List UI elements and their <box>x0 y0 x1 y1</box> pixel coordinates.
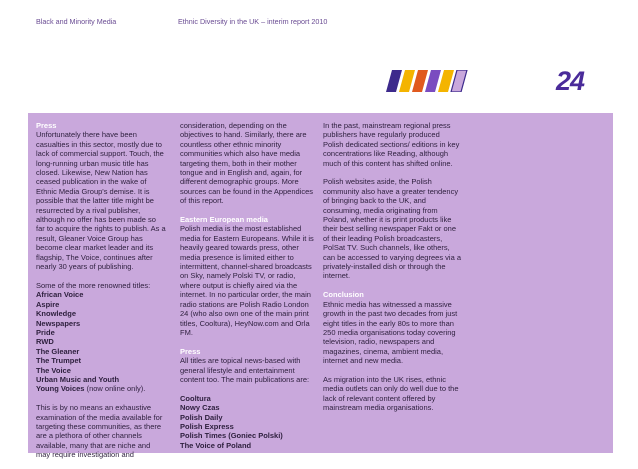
column-3 <box>323 121 461 422</box>
list-item: Aspire <box>36 299 60 309</box>
stripe <box>386 70 402 92</box>
section-heading-press: Press <box>180 346 201 356</box>
section-heading-conclusion: Conclusion <box>323 290 364 300</box>
paragraph: Polish websites aside, the Polish community also have a greater tendency of bringing back to the UK, and consuming, media originating from Poland, whether it is print products like their best selling newspaper Fakt or one of their leading Polish broadcasters, PolSat TV. Such channels, like others, can be accessed to varying degrees via a privately-installed dish or through the internet. <box>323 177 461 281</box>
paragraph: consideration, depending on the objectives to hand. Similarly, there are countless other ethnic minority communities which also have media targeting them, both in their mother tongue and in English and, again, for different demographic groups. More sources can be found in the Appendices of this report. <box>180 121 314 206</box>
list-item: Polish Express <box>180 421 234 431</box>
list-item-title: Young Voices <box>36 384 85 394</box>
list-item: Knowledge <box>36 309 77 319</box>
column-1 <box>36 121 166 469</box>
list-item: Polish Times (Goniec Polski) <box>180 431 283 441</box>
list-item: African Voice <box>36 290 84 300</box>
list-item <box>36 384 166 393</box>
section-heading-eastern-european-media: Eastern European media <box>180 215 268 225</box>
paragraph: In the past, mainstream regional press publishers have regularly produced Polish dedicated sections/ editions in key concentrations like Reading, although much of this content has shifted online. <box>323 121 460 168</box>
paragraph: As migration into the UK rises, ethnic media outlets can only do well due to the lack of relevant content offered by mainstream media organisations. <box>323 374 459 413</box>
list-item: The Trumpet <box>36 356 82 366</box>
column-2 <box>180 121 317 460</box>
list-item-note: (now online only). <box>84 384 146 394</box>
paragraph: All titles are topical news-based with general lifestyle and entertainment content too. The main publications are: <box>180 356 310 384</box>
list-item: Newspapers <box>36 318 81 328</box>
paragraph: Ethnic media has witnessed a massive growth in the past two decades from just eight titles in the early 80s to more than 250 media organisations today covering television, radio, newspapers and magazines, cinema, ambient media, internet and new media. <box>323 299 458 366</box>
list-item: Urban Music and Youth <box>36 374 120 384</box>
list-item: The Voice of Poland <box>180 440 252 450</box>
list-item: Nowy Czas <box>180 403 220 413</box>
running-header-left: Black and Minority Media <box>36 17 117 26</box>
page-number: 24 <box>556 66 585 96</box>
list-item: Pride <box>36 327 55 337</box>
list-item: The Gleaner <box>36 346 80 356</box>
paragraph: This is by no means an exhaustive examination of the media available for targeting these communities, as there are a plethora of other channels available, many that are niche and may require investigation and <box>36 403 163 460</box>
paragraph: Polish media is the most established media for Eastern Europeans. While it is heavily geared towards press, other media presence is limited either to intermittent, channel-shared broadcasts on Sky, namely Polski TV, or radio, where output is chiefly aired via the internet. In no particular order, the main radio stations are Polish Radio London 24 (who also own one of the main print titles, Cooltura), HeyNow.com and Orla FM. <box>180 224 314 337</box>
title-list <box>36 290 166 393</box>
stripe <box>425 70 441 92</box>
list-item: Polish Daily <box>180 412 223 422</box>
stripe <box>412 70 428 92</box>
stripe <box>399 70 415 92</box>
title-list <box>180 394 317 450</box>
decorative-stripes <box>386 70 472 92</box>
list-item: RWD <box>36 337 54 347</box>
list-item: The Voice <box>36 365 71 375</box>
section-heading-press: Press <box>36 121 57 130</box>
stripe <box>451 70 467 92</box>
running-header-title: Ethnic Diversity in the UK – interim report 2010 <box>178 17 328 26</box>
paragraph: Some of the more renowned titles: <box>36 280 151 290</box>
list-item: Cooltura <box>180 393 211 403</box>
paragraph: Unfortunately there have been casualties in this sector, mostly due to lack of commercial support. Touch, the long-running urban music title has closed. Likewise, New Nation has ceased publication in the wake of Ethnic Media Group's demise. It is possible that the latter title might be resurrected by a rival publisher, although no offer has been made so far to acquire the rights to publish. As a result, Gleaner Voice Group has become clear market leader and its flagship, The Voice, continues after nearly 30 years of publishing. <box>36 130 166 272</box>
